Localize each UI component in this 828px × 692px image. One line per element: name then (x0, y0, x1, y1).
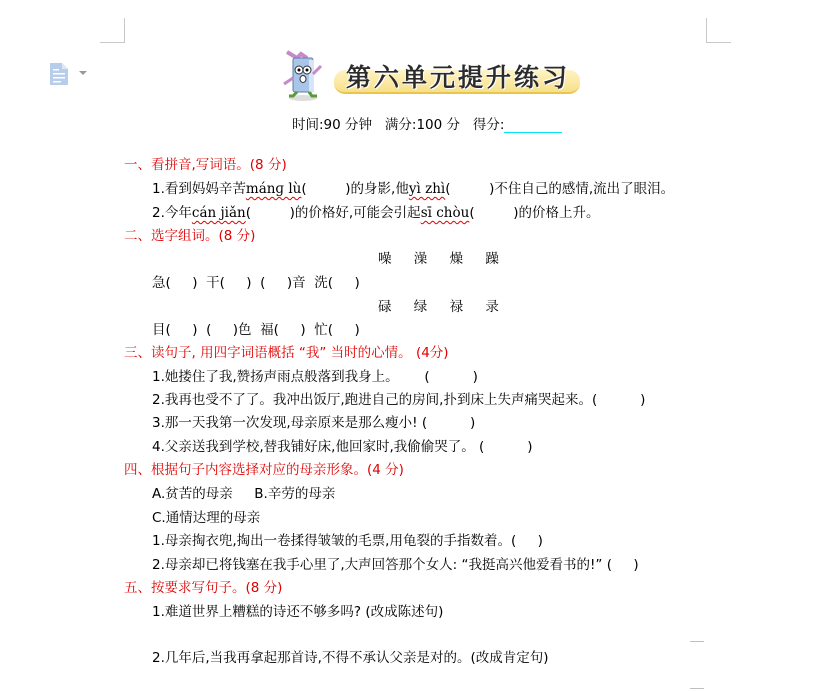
score-blank[interactable] (504, 118, 562, 133)
question-3-2: 2.我再也受不了了。我冲出饭厅,跑进自己的房间,扑到床上失声痛哭起来。( ) (152, 392, 646, 408)
paragraph-mark (690, 641, 704, 642)
section-1-heading: 一、看拼音,写词语。(8 分) (124, 157, 287, 173)
word-row-2: 目( ) ( )色 福( ) 忙( ) (152, 322, 360, 338)
word-row-1: 急( ) 干( ) ( )音 洗( ) (152, 275, 360, 291)
section-5-heading: 五、按要求写句子。(8 分) (124, 580, 283, 596)
text: ( )不住自己的感情,流出了眼泪。 (445, 181, 675, 197)
page-corner-mark (706, 18, 731, 43)
text: 1.看到妈妈辛苦 (152, 181, 246, 197)
question-3-3: 3.那一天我第一次发现,母亲原来是那么瘦小! ( ) (152, 415, 476, 431)
question-1-1 (152, 180, 674, 198)
section-3-heading: 三、读句子, 用四字词语概括 “我” 当时的心情。 (4分) (124, 345, 449, 361)
question-3-4: 4.父亲送我到学校,替我铺好床,他回家时,我偷偷哭了。 ( ) (152, 439, 533, 455)
pinyin: yì zhì (408, 181, 446, 197)
title-banner (334, 62, 580, 92)
pinyin: cán jiǎn (191, 205, 246, 221)
text: ( )的身影,他 (301, 181, 409, 197)
text: ( )的价格上升。 (469, 205, 600, 221)
question-3-1: 1.她搂住了我,赞扬声雨点般落到我身上。 ( ) (152, 369, 478, 385)
question-5-2: 2.几年后,当我再拿起那首诗,不得不承认父亲是对的。(改成肯定句) (152, 650, 549, 666)
document-icon[interactable] (50, 63, 70, 85)
page-corner-mark (100, 18, 125, 43)
book-mascot-icon (279, 48, 327, 102)
page-title: 第六单元提升练习 (346, 63, 571, 92)
chevron-down-icon[interactable] (79, 71, 87, 75)
text: ( )的价格好,可能会引起 (245, 205, 421, 221)
text: 2.今年 (152, 205, 192, 221)
option-b: B.辛劳的母亲 (254, 486, 336, 502)
char-choices-1: 噪 澡 燥 躁 (378, 251, 508, 267)
pinyin: sī chòu (420, 205, 470, 221)
score-line (292, 113, 562, 133)
option-a: A.贫苦的母亲 (152, 486, 233, 502)
time-label: 时间:90 分钟 (292, 117, 373, 133)
question-1-2 (152, 204, 599, 222)
options-ab (152, 485, 335, 503)
question-5-1: 1.难道世界上糟糕的诗还不够多吗? (改成陈述句) (152, 604, 444, 620)
question-4-2: 2.母亲却已将钱塞在我手心里了,大声回答那个女人: “我挺高兴他爱看书的!” ( ) (152, 557, 639, 573)
pinyin: mánɡ lù (245, 181, 302, 197)
char-choices-2: 碌 绿 禄 录 (378, 299, 508, 315)
section-4-heading: 四、根据句子内容选择对应的母亲形象。(4 分) (124, 462, 404, 478)
paragraph-mark (690, 688, 704, 689)
question-4-1: 1.母亲掏衣兜,掏出一卷揉得皱皱的毛票,用龟裂的手指数着。( ) (152, 533, 543, 549)
score-label: 得分: (472, 117, 505, 133)
section-2-heading: 二、选字组词。(8 分) (124, 228, 256, 244)
option-c: C.通情达理的母亲 (152, 510, 261, 526)
full-score-label: 满分:100 分 (384, 117, 461, 133)
